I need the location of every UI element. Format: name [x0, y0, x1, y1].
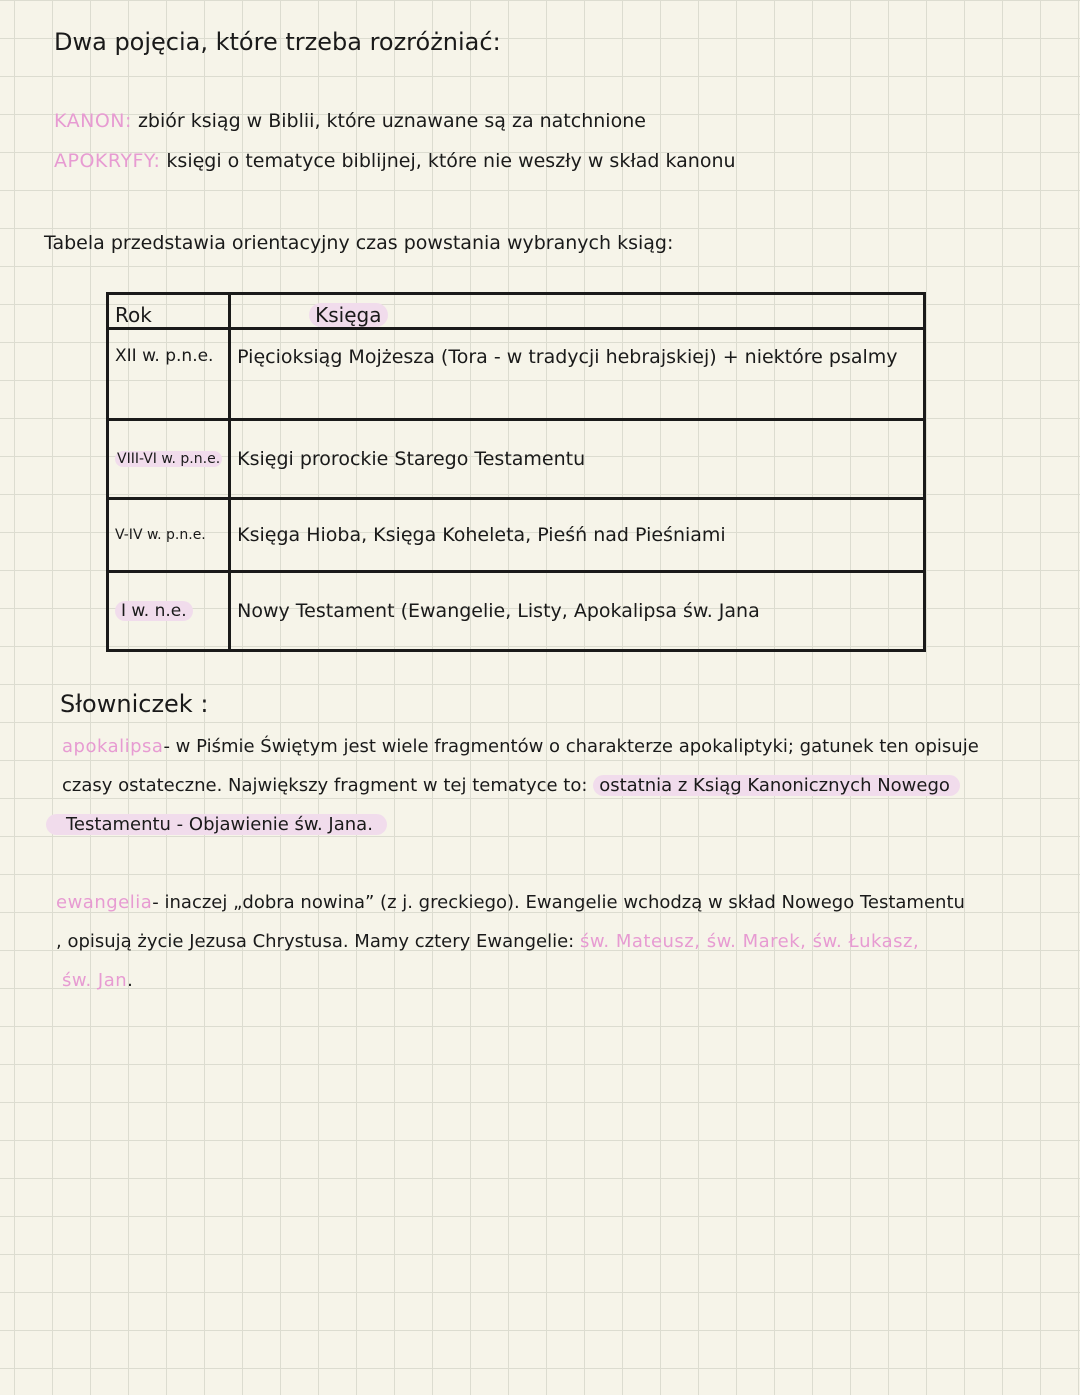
- row-book: Pięcioksiąg Mojżesza (Tora - w tradycji hebrajskiej) + niektóre psalmy: [230, 329, 925, 420]
- definition-apokryfy: [54, 150, 736, 172]
- row-year: VIII-VI w. p.n.e.: [108, 420, 230, 499]
- definition-kanon-text: zbiór ksiąg w Biblii, które uznawane są za natchnione: [137, 110, 646, 132]
- evangelists-list: św. Mateusz, św. Marek, św. Łukasz,: [579, 931, 920, 952]
- glossary-title: Słowniczek :: [60, 690, 209, 718]
- glossary-ewangelia-line2: , opisują życie Jezusa Chrystusa. Mamy cztery Ewangelie: św. Mateusz, św. Marek, św. Łukasz,: [56, 931, 920, 952]
- term-apokryfy: APOKRYFY:: [54, 150, 161, 172]
- table-row: [108, 329, 925, 420]
- table-row: [108, 499, 925, 572]
- page-heading: Dwa pojęcia, które trzeba rozróżniać:: [54, 28, 501, 56]
- term-apokalipsa: apokalipsa: [62, 736, 164, 757]
- definition-apokryfy-text: księgi o tematyce biblijnej, które nie weszły w skład kanonu: [166, 150, 736, 172]
- row-book: Księga Hioba, Księga Koheleta, Pieśń nad Pieśniami: [230, 499, 925, 572]
- glossary-apokalipsa-line1: apokalipsa- w Piśmie Świętym jest wiele fragmentów o charakterze apokaliptyki; gatunek ten opisuje: [62, 736, 979, 757]
- table-row: [108, 420, 925, 499]
- header-book: [230, 294, 925, 329]
- glossary-ewangelia-line3: św. Jan.: [62, 970, 133, 991]
- definition-kanon: [54, 110, 646, 132]
- table-intro: Tabela przedstawia orientacyjny czas powstania wybranych ksiąg:: [44, 232, 674, 254]
- header-book-label: Księga: [309, 303, 387, 327]
- term-ewangelia: ewangelia: [56, 892, 153, 913]
- row-book: Księgi prorockie Starego Testamentu: [230, 420, 925, 499]
- table-row: [108, 572, 925, 651]
- row-year: I w. n.e.: [108, 572, 230, 651]
- table-header-row: [108, 294, 925, 329]
- glossary-ewangelia-line1: ewangelia- inaczej „dobra nowina” (z j. greckiego). Ewangelie wchodzą w skład Nowego Testamentu: [56, 892, 965, 913]
- term-kanon: KANON:: [54, 110, 132, 132]
- header-year: Rok: [108, 294, 230, 329]
- row-year: V-IV w. p.n.e.: [108, 499, 230, 572]
- glossary-apokalipsa-line2: czasy ostateczne. Największy fragment w tej tematyce to: ostatnia z Ksiąg Kanonicznych Nowego: [62, 766, 960, 805]
- row-year: XII w. p.n.e.: [108, 329, 230, 420]
- row-book: Nowy Testament (Ewangelie, Listy, Apokalipsa św. Jana: [230, 572, 925, 651]
- glossary-apokalipsa-line3: Testamentu - Objawienie św. Jana.: [46, 805, 387, 844]
- evangelist-jan: św. Jan: [62, 970, 128, 991]
- timeline-table: [106, 292, 926, 652]
